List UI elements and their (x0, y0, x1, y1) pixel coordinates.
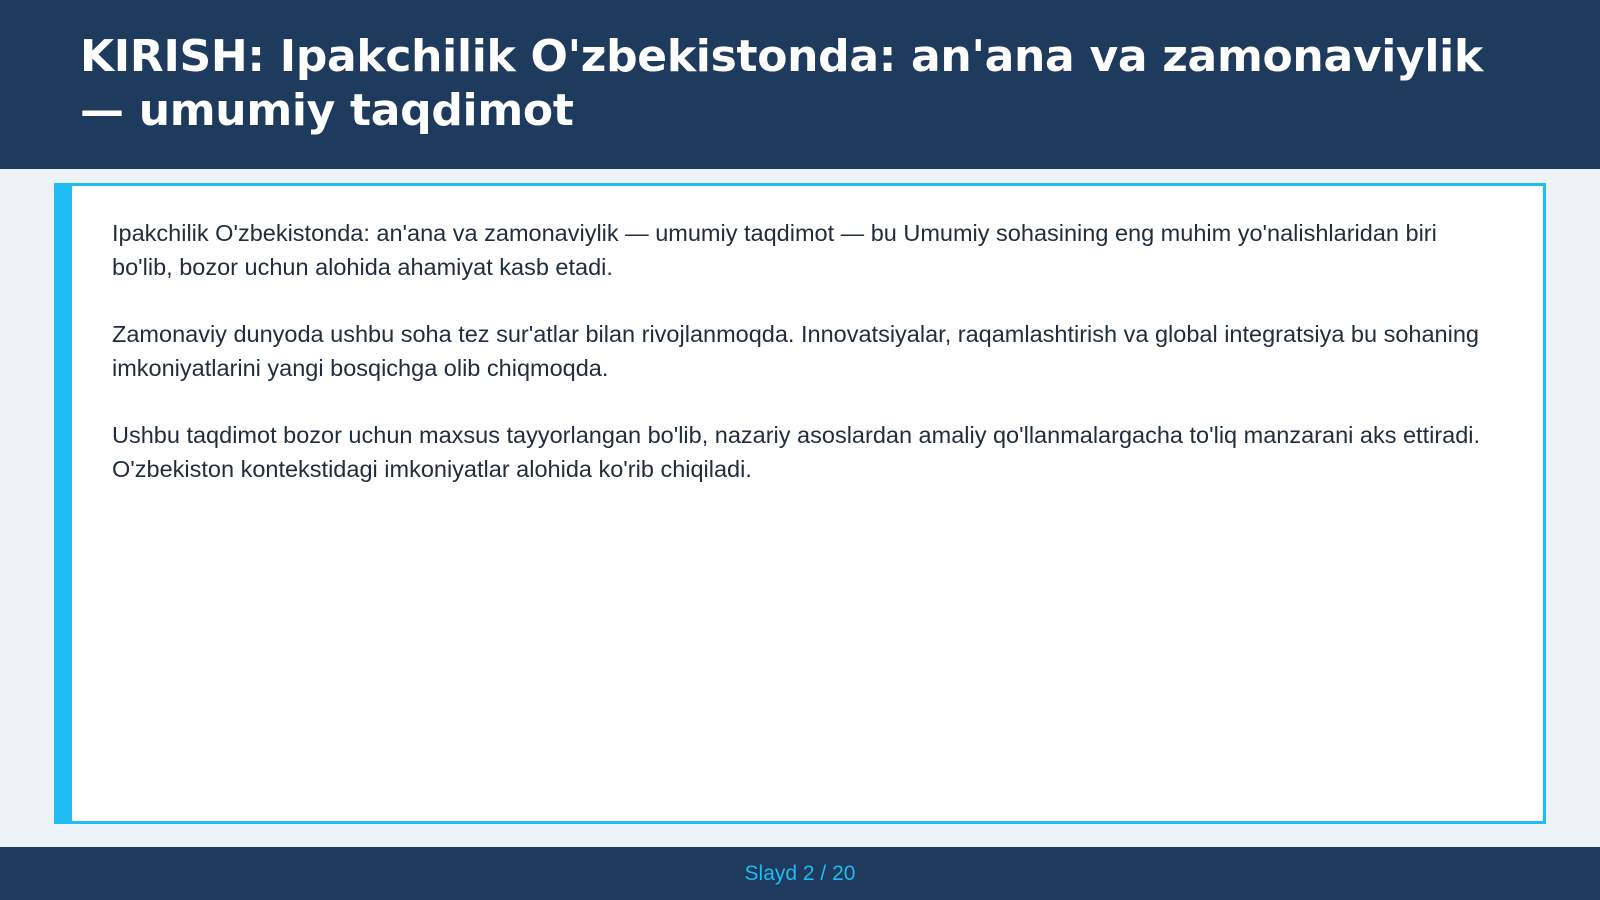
slide-counter: Slayd 2 / 20 (744, 861, 856, 885)
content-paragraph: Zamonaviy dunyoda ushbu soha tez sur'atlar bilan rivojlanmoqda. Innovatsiyalar, raqamlashtirish va global integratsiya bu sohaning imkoniyatlarini yangi bosqichga olib chiqmoqda. (112, 321, 1479, 381)
slide-title: KIRISH: Ipakchilik O'zbekistonda: an'ana va zamonaviylik — umumiy taqdimot (80, 31, 1483, 136)
content-card (54, 183, 1546, 824)
content-paragraph: Ipakchilik O'zbekistonda: an'ana va zamonaviylik — umumiy taqdimot — bu Umumiy sohasining eng muhim yo'nalishlaridan biri bo'lib, bozor uchun alohida ahamiyat kasb etadi. (112, 220, 1437, 280)
content-paragraph: Ushbu taqdimot bozor uchun maxsus tayyorlangan bo'lib, nazariy asoslardan amaliy qo'llanmalargacha to'liq manzarani aks ettiradi. O'zbekiston kontekstidagi imkoniyatlar alohida ko'rib chiqiladi. (112, 422, 1481, 482)
slide-footer (0, 847, 1600, 900)
slide-header (0, 0, 1600, 169)
